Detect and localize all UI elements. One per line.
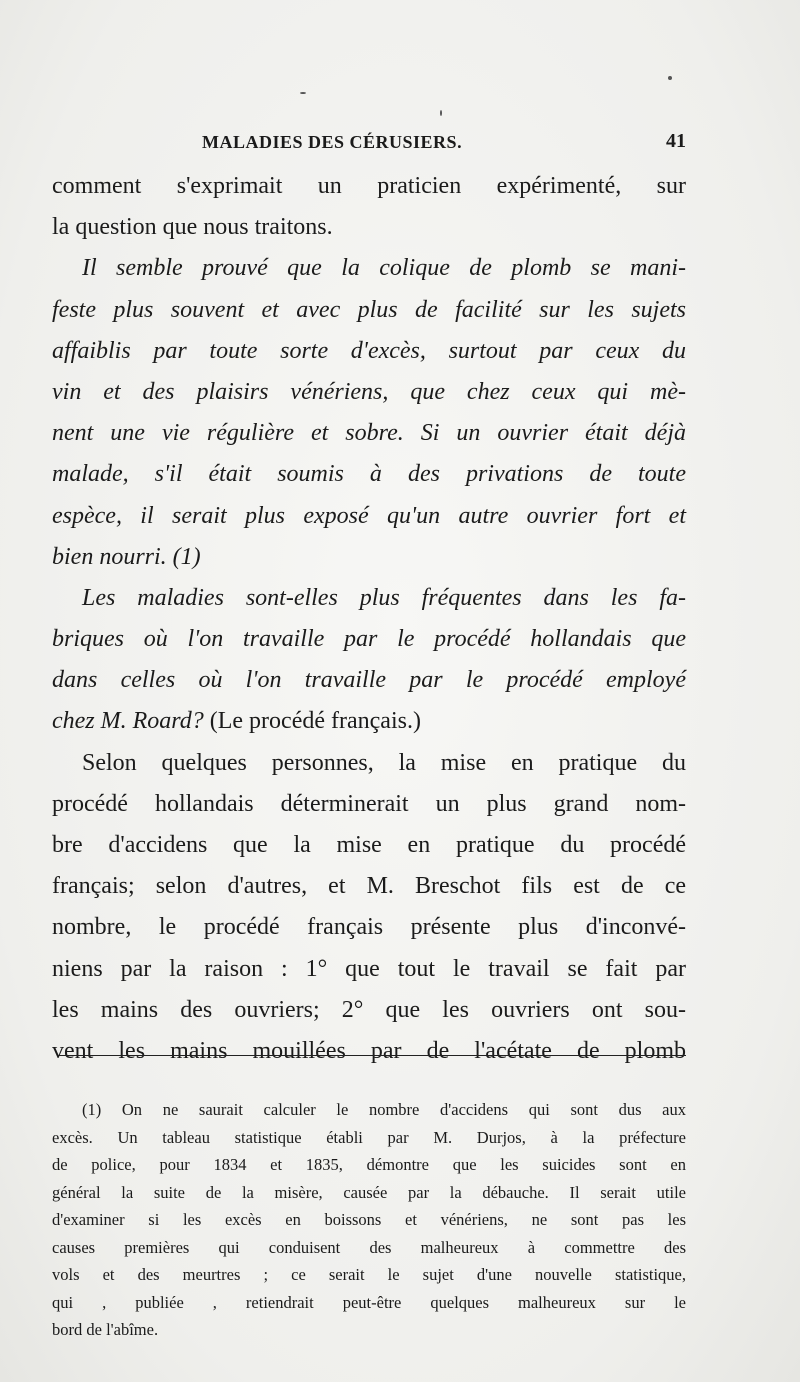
footnote-rule	[58, 1055, 686, 1056]
text-line: bre d'accidens que la mise en pratique du procédé	[52, 832, 686, 858]
page-number: 41	[666, 130, 686, 152]
text-line: comment s'exprimait un praticien expérimenté, sur	[52, 173, 686, 199]
footnote-line: (1) On ne saurait calculer le nombre d'accidens qui sont dus aux	[82, 1100, 686, 1119]
text-line: malade, s'il était soumis à des privations de toute	[52, 461, 686, 488]
question-text: chez M. Roard?	[52, 708, 210, 735]
text-line: nombre, le procédé français présente plus d'inconvé-	[52, 914, 686, 941]
text-line: vent les mains mouillées par de l'acétate de plomb	[52, 1037, 686, 1064]
footnote-line: qui , publiée , retiendrait peut-être quelques malheureux sur le	[52, 1292, 686, 1312]
text-line: Selon quelques personnes, la mise en pratique du	[82, 749, 686, 776]
ink-speck	[300, 92, 306, 94]
text-line: la question que nous traitons.	[52, 214, 333, 241]
ink-speck	[440, 110, 442, 116]
footnote-line: excès. Un tableau statistique établi par M. Durjos, à la préfecture	[52, 1127, 686, 1147]
running-head: MALADIES DES CÉRUSIERS.	[202, 132, 463, 152]
text-line: les mains des ouvriers; 2° que les ouvriers ont sou-	[52, 996, 686, 1023]
footnote-line: d'examiner si les excès en boissons et vénériens, ne sont pas les	[52, 1210, 686, 1229]
main-text	[52, 166, 686, 1072]
footnote-line: bord de l'abîme.	[52, 1320, 159, 1339]
text-line: niens par la raison : 1° que tout le travail se fait par	[52, 955, 686, 982]
footnote-line: général la suite de la misère, causée par la débauche. Il serait utile	[52, 1182, 686, 1202]
text-line: dans celles où l'on travaille par le procédé employé	[52, 667, 686, 694]
text-line: Il semble prouvé que la colique de plomb se mani-	[82, 255, 686, 282]
text-line: espèce, il serait plus exposé qu'un autre ouvrier fort et	[52, 502, 686, 529]
text-line: feste plus souvent et avec plus de facilité sur les sujets	[52, 296, 686, 323]
footnote-line: de police, pour 1834 et 1835, démontre que les suicides sont en	[52, 1155, 686, 1174]
footnote-line: vols et des meurtres ; ce serait le sujet d'une nouvelle statistique,	[52, 1265, 686, 1284]
text-line: vin et des plaisirs vénériens, que chez ceux qui mè-	[52, 378, 686, 405]
text-line: procédé hollandais déterminerait un plus grand nom-	[52, 790, 686, 817]
ink-speck	[668, 76, 672, 80]
text-line: Les maladies sont-elles plus fréquentes dans les fa-	[82, 584, 686, 611]
page-header	[52, 128, 686, 162]
text-line: français; selon d'autres, et M. Breschot fils est de ce	[52, 873, 686, 900]
footnote-line: causes premières qui conduisent des malheureux à commettre des	[52, 1237, 686, 1257]
text-line: affaiblis par toute sorte d'excès, surtout par ceux du	[52, 337, 686, 364]
footnote	[52, 1096, 686, 1344]
text-line-mixed	[52, 701, 686, 742]
text-line: briques où l'on travaille par le procédé hollandais que	[52, 626, 686, 653]
text-line: nent une vie régulière et sobre. Si un ouvrier était déjà	[52, 420, 686, 447]
text-line: bien nourri. (1)	[52, 543, 201, 570]
answer-text: (Le procédé français.)	[209, 708, 421, 735]
